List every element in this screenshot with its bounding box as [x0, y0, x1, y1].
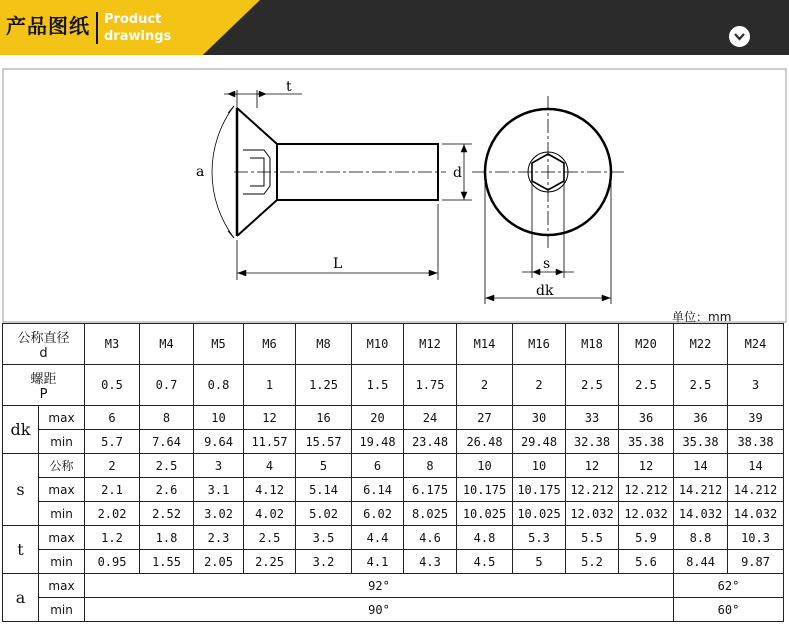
label-pitch-p: P — [39, 387, 48, 402]
header-title-en — [104, 11, 171, 45]
cell-t-min-1: 1.55 — [140, 550, 194, 574]
cell-t-max-9: 5.5 — [566, 526, 619, 550]
cell-dk-min-12: 38.38 — [728, 430, 784, 454]
cell-p-4: 1.25 — [296, 365, 352, 406]
cell-s-nom-12: 14 — [728, 454, 784, 478]
cell-t-max-0: 1.2 — [85, 526, 140, 550]
cell-s-max-11: 14.212 — [674, 478, 728, 502]
cell-d-2: M5 — [194, 324, 244, 365]
cell-s-min-12: 14.032 — [728, 502, 784, 526]
sub-label-s-min: min — [39, 502, 85, 526]
cell-p-3: 1 — [244, 365, 296, 406]
cell-t-min-0: 0.95 — [85, 550, 140, 574]
cell-t-max-12: 10.3 — [728, 526, 784, 550]
cell-d-11: M22 — [674, 324, 728, 365]
sub-label-dk-max: max — [39, 406, 85, 430]
cell-d-1: M4 — [140, 324, 194, 365]
cell-dk-max-5: 20 — [352, 406, 404, 430]
cell-s-nom-10: 12 — [619, 454, 674, 478]
cell-t-min-9: 5.2 — [566, 550, 619, 574]
cell-t-min-3: 2.25 — [244, 550, 296, 574]
cell-s-nom-5: 6 — [352, 454, 404, 478]
cell-s-min-8: 10.025 — [513, 502, 566, 526]
cell-s-max-6: 6.175 — [404, 478, 457, 502]
cell-p-0: 0.5 — [85, 365, 140, 406]
header-title-en-line2: drawings — [104, 29, 172, 44]
cell-d-9: M18 — [566, 324, 619, 365]
cell-s-min-3: 4.02 — [244, 502, 296, 526]
product-drawing — [2, 68, 787, 323]
cell-t-max-4: 3.5 — [296, 526, 352, 550]
cell-t-max-8: 5.3 — [513, 526, 566, 550]
cell-t-max-5: 4.4 — [352, 526, 404, 550]
cell-s-nom-4: 5 — [296, 454, 352, 478]
drawing-label-L: L — [333, 256, 343, 272]
cell-d-3: M6 — [244, 324, 296, 365]
cell-p-11: 2.5 — [674, 365, 728, 406]
cell-p-2: 0.8 — [194, 365, 244, 406]
cell-t-max-7: 4.8 — [457, 526, 513, 550]
cell-s-min-11: 14.032 — [674, 502, 728, 526]
cell-t-min-5: 4.1 — [352, 550, 404, 574]
cell-s-max-9: 12.212 — [566, 478, 619, 502]
unit-label: 单位：mm — [672, 310, 732, 324]
row-dk-min — [3, 430, 784, 454]
sub-label-s-nominal: 公称 — [39, 454, 85, 478]
cell-dk-max-3: 12 — [244, 406, 296, 430]
cell-s-max-2: 3.1 — [194, 478, 244, 502]
cell-dk-min-1: 7.64 — [140, 430, 194, 454]
cell-d-0: M3 — [85, 324, 140, 365]
cell-a-max-last: 62° — [674, 574, 784, 598]
cell-a-min-main: 90° — [85, 598, 674, 622]
label-nominal-diameter-d: d — [39, 346, 48, 361]
cell-t-min-11: 8.44 — [674, 550, 728, 574]
cell-s-nom-0: 2 — [85, 454, 140, 478]
cell-d-7: M14 — [457, 324, 513, 365]
cell-s-nom-7: 10 — [457, 454, 513, 478]
spec-table — [2, 323, 784, 622]
sub-label-dk-min: min — [39, 430, 85, 454]
cell-dk-max-8: 30 — [513, 406, 566, 430]
cell-dk-min-2: 9.64 — [194, 430, 244, 454]
cell-d-4: M8 — [296, 324, 352, 365]
row-label-t: t — [3, 526, 39, 574]
cell-d-5: M10 — [352, 324, 404, 365]
cell-s-min-5: 6.02 — [352, 502, 404, 526]
row-nominal-diameter — [3, 324, 784, 365]
row-label-nominal-diameter — [3, 324, 85, 365]
row-label-s: s — [3, 454, 39, 526]
cell-t-max-10: 5.9 — [619, 526, 674, 550]
cell-s-max-5: 6.14 — [352, 478, 404, 502]
cell-t-max-11: 8.8 — [674, 526, 728, 550]
cell-dk-max-2: 10 — [194, 406, 244, 430]
row-s-max — [3, 478, 784, 502]
cell-p-6: 1.75 — [404, 365, 457, 406]
cell-d-8: M16 — [513, 324, 566, 365]
row-s-nominal — [3, 454, 784, 478]
chevron-down-icon — [730, 27, 749, 46]
cell-t-max-3: 2.5 — [244, 526, 296, 550]
cell-dk-max-6: 24 — [404, 406, 457, 430]
drawing-label-d: d — [453, 165, 462, 181]
cell-p-10: 2.5 — [619, 365, 674, 406]
cell-s-max-12: 14.212 — [728, 478, 784, 502]
cell-dk-max-10: 36 — [619, 406, 674, 430]
cell-t-min-8: 5 — [513, 550, 566, 574]
header-divider — [96, 12, 98, 44]
cell-s-nom-11: 14 — [674, 454, 728, 478]
label-pitch-cn: 螺距 — [30, 372, 57, 387]
cell-dk-min-11: 35.38 — [674, 430, 728, 454]
cell-s-max-4: 5.14 — [296, 478, 352, 502]
cell-dk-min-4: 15.57 — [296, 430, 352, 454]
cell-s-max-10: 12.212 — [619, 478, 674, 502]
sub-label-t-max: max — [39, 526, 85, 550]
cell-dk-max-7: 27 — [457, 406, 513, 430]
cell-t-min-7: 4.5 — [457, 550, 513, 574]
row-s-min — [3, 502, 784, 526]
header-banner — [0, 0, 789, 55]
sub-label-s-max: max — [39, 478, 85, 502]
label-nominal-diameter-cn: 公称直径 — [17, 331, 70, 346]
row-dk-max — [3, 406, 784, 430]
cell-p-12: 3 — [728, 365, 784, 406]
cell-t-min-4: 3.2 — [296, 550, 352, 574]
cell-t-max-2: 2.3 — [194, 526, 244, 550]
row-label-a: a — [3, 574, 39, 622]
cell-dk-min-6: 23.48 — [404, 430, 457, 454]
cell-s-min-0: 2.02 — [85, 502, 140, 526]
header-title-cn: 产品图纸 — [6, 14, 90, 38]
cell-s-min-4: 5.02 — [296, 502, 352, 526]
cell-dk-max-4: 16 — [296, 406, 352, 430]
cell-dk-min-3: 11.57 — [244, 430, 296, 454]
cell-dk-max-12: 39 — [728, 406, 784, 430]
cell-t-min-6: 4.3 — [404, 550, 457, 574]
cell-d-6: M12 — [404, 324, 457, 365]
cell-d-10: M20 — [619, 324, 674, 365]
cell-s-min-2: 3.02 — [194, 502, 244, 526]
drawing-label-s: s — [543, 256, 551, 272]
cell-t-min-10: 5.6 — [619, 550, 674, 574]
cell-s-nom-3: 4 — [244, 454, 296, 478]
cell-dk-max-1: 8 — [140, 406, 194, 430]
cell-t-min-2: 2.05 — [194, 550, 244, 574]
cell-s-nom-2: 3 — [194, 454, 244, 478]
cell-dk-max-11: 36 — [674, 406, 728, 430]
cell-d-12: M24 — [728, 324, 784, 365]
row-a-min — [3, 598, 784, 622]
collapse-button[interactable] — [729, 26, 750, 47]
row-t-min — [3, 550, 784, 574]
cell-dk-max-9: 33 — [566, 406, 619, 430]
cell-s-max-3: 4.12 — [244, 478, 296, 502]
cell-s-min-7: 10.025 — [457, 502, 513, 526]
cell-s-min-10: 12.032 — [619, 502, 674, 526]
cell-s-nom-6: 8 — [404, 454, 457, 478]
cell-t-max-6: 4.6 — [404, 526, 457, 550]
drawing-label-t: t — [286, 79, 292, 95]
cell-p-5: 1.5 — [352, 365, 404, 406]
sub-label-a-min: min — [39, 598, 85, 622]
cell-s-max-7: 10.175 — [457, 478, 513, 502]
row-t-max — [3, 526, 784, 550]
cell-s-min-6: 8.025 — [404, 502, 457, 526]
row-a-max — [3, 574, 784, 598]
cell-p-8: 2 — [513, 365, 566, 406]
cell-p-1: 0.7 — [140, 365, 194, 406]
cell-dk-min-10: 35.38 — [619, 430, 674, 454]
drawing-label-dk: dk — [536, 283, 554, 299]
cell-s-min-9: 12.032 — [566, 502, 619, 526]
cell-s-max-1: 2.6 — [140, 478, 194, 502]
row-pitch — [3, 365, 784, 406]
cell-s-max-8: 10.175 — [513, 478, 566, 502]
sub-label-t-min: min — [39, 550, 85, 574]
cell-a-min-last: 60° — [674, 598, 784, 622]
cell-a-max-main: 92° — [85, 574, 674, 598]
row-label-dk: dk — [3, 406, 39, 454]
cell-dk-min-0: 5.7 — [85, 430, 140, 454]
cell-dk-min-9: 32.38 — [566, 430, 619, 454]
cell-s-max-0: 2.1 — [85, 478, 140, 502]
cell-p-7: 2 — [457, 365, 513, 406]
drawing-label-a: a — [196, 164, 205, 180]
cell-s-nom-8: 10 — [513, 454, 566, 478]
cell-dk-min-5: 19.48 — [352, 430, 404, 454]
cell-s-nom-1: 2.5 — [140, 454, 194, 478]
cell-s-min-1: 2.52 — [140, 502, 194, 526]
header-title-en-line1: Product — [104, 12, 162, 27]
cell-dk-min-7: 26.48 — [457, 430, 513, 454]
cell-dk-max-0: 6 — [85, 406, 140, 430]
cell-t-min-12: 9.87 — [728, 550, 784, 574]
cell-dk-min-8: 29.48 — [513, 430, 566, 454]
cell-t-max-1: 1.8 — [140, 526, 194, 550]
cell-s-nom-9: 12 — [566, 454, 619, 478]
cell-p-9: 2.5 — [566, 365, 619, 406]
sub-label-a-max: max — [39, 574, 85, 598]
row-label-pitch — [3, 365, 85, 406]
